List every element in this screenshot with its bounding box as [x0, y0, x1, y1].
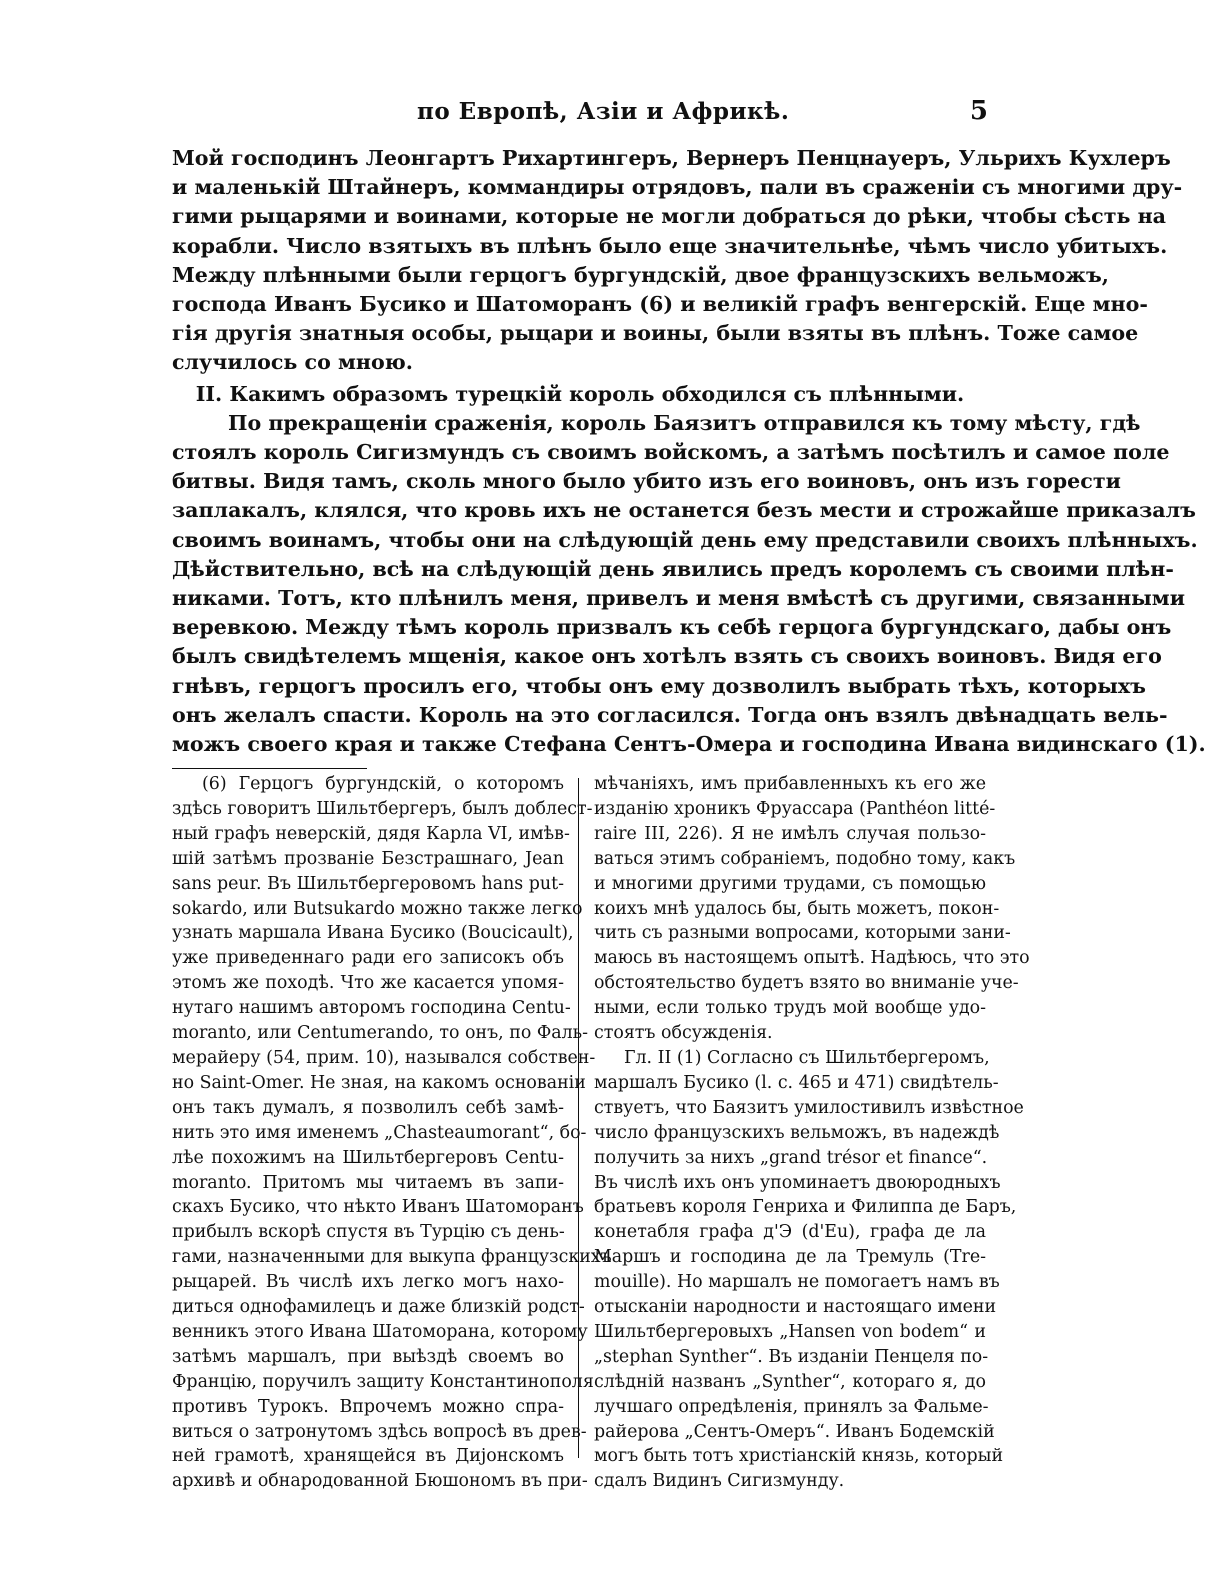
- paragraph-1: [172, 144, 1183, 378]
- footnote-line: венникъ этого Ивана Шатоморана, которому: [172, 1321, 588, 1342]
- footnote-line: raire III, 226). Я не имѣлъ случая пользо-: [594, 823, 986, 844]
- text-line: Между плѣнными были герцогъ бургундскій, двое французскихъ вельможъ,: [172, 262, 1109, 287]
- footnote-line: нутаго нашимъ авторомъ господина Centu-: [172, 998, 571, 1019]
- footnote-line: шій затѣмъ прозваніе Безстрашнаго, Jean: [172, 848, 564, 869]
- main-text: [172, 144, 1206, 759]
- footnote-line: изданію хроникъ Фруассара (Panthéon litté-: [594, 798, 996, 819]
- text-line: стоялъ король Сигизмундъ съ своимъ войскомъ, а затѣмъ посѣтилъ и самое поле: [172, 440, 1170, 465]
- footnote-line: рыцарей. Въ числѣ ихъ легко могъ нахо-: [172, 1272, 564, 1293]
- text-line: и маленькій Штайнеръ, коммандиры отрядовъ, пали въ сраженіи съ многими дру-: [172, 175, 1183, 200]
- footnote-line: sokardo, или Butsukardo можно также легко: [172, 898, 583, 919]
- footnote-line: ными, если только трудъ мой вообще удо-: [594, 998, 986, 1019]
- footnote-line: ней грамотѣ, хранящейся въ Диjонскомъ: [172, 1446, 564, 1467]
- text-line: гія другія знатныя особы, рыцари и воины, были взяты въ плѣнъ. Тоже самое: [172, 321, 1139, 346]
- text-line: можъ своего края и также Стефана Сентъ-Омера и господина Ивана видинскаго (1).: [172, 732, 1206, 757]
- text-line: случилось со мною.: [172, 350, 413, 375]
- footnote-line: коихъ мнѣ удалось бы, быть можетъ, покон-: [594, 898, 1000, 919]
- footnote-line: чить съ разными вопросами, которыми зани-: [594, 923, 1011, 944]
- footnote-line: затѣмъ маршалъ, при выѣздѣ своемъ во: [172, 1346, 564, 1367]
- text-line: былъ свидѣтелемъ мщенія, какое онъ хотѣлъ взять съ своихъ воиновъ. Видя его: [172, 644, 1162, 669]
- footnote-line: маюсь въ настоящемъ опытѣ. Надѣюсь, что это: [594, 948, 1030, 969]
- footnote-line: (6) Герцогъ бургундскій, о которомъ: [202, 774, 564, 794]
- footnote-line: Въ числѣ ихъ онъ упоминаетъ двоюродныхъ: [594, 1172, 1001, 1193]
- page-number: 5: [969, 96, 988, 126]
- footnote-line: уже приведеннаго ради его записокъ объ: [172, 948, 564, 969]
- footnote-line: лучшаго опредѣленія, принялъ за Фальме-: [594, 1396, 989, 1417]
- footnotes-right-column: [594, 772, 1030, 1494]
- footnote-line: этомъ же походѣ. Что же касается упомя-: [172, 973, 564, 994]
- footnote-line: слѣдній названъ „Synther“, котораго я, до: [594, 1371, 986, 1392]
- text-line: Мой господинъ Леонгартъ Рихартингеръ, Вернеръ Пенцнауеръ, Ульрихъ Кухлеръ: [172, 146, 1171, 170]
- footnote-line: число французскихъ вельможъ, въ надеждѣ: [594, 1122, 1000, 1143]
- footnote-line: могъ быть тотъ христіанскій князь, который: [594, 1446, 1004, 1467]
- footnote-line: получить за нихъ „grand trésor et finance“.: [594, 1147, 988, 1168]
- footnote-line: ный графъ неверскій, дядя Карла VI, имѣв-: [172, 823, 570, 844]
- footnote-line: маршалъ Бусико (l. c. 465 и 471) свидѣтель-: [594, 1072, 999, 1093]
- footnote-line: „stephan Synther“. Въ изданіи Пенцеля по-: [594, 1346, 989, 1367]
- footnote-line: Шильтбергеровыхъ „Hansen von bodem“ и: [594, 1321, 986, 1342]
- footnote-rule: [172, 768, 367, 769]
- footnote-line: скахъ Бусико, что нѣкто Иванъ Шатоморанъ: [172, 1197, 584, 1218]
- text-line: никами. Тотъ, кто плѣнилъ меня, привелъ и меня вмѣстѣ съ другими, связанными: [172, 586, 1185, 611]
- footnote-line: сдалъ Видинъ Сигизмунду.: [594, 1471, 845, 1492]
- footnotes-left-column: [172, 772, 612, 1494]
- text-line: своимъ воинамъ, чтобы они на слѣдующій день ему представили своихъ плѣнныхъ.: [172, 527, 1198, 552]
- text-line: По прекращеніи сраженія, король Баязитъ отправился къ тому мѣсту, гдѣ: [228, 410, 1141, 435]
- footnote-line: узнать маршала Ивана Бусико (Boucicault),: [172, 923, 574, 944]
- footnote-line: райерова „Сентъ-Омеръ“. Иванъ Бодемскій: [594, 1421, 995, 1442]
- footnote-line: и многими другими трудами, съ помощью: [594, 873, 986, 894]
- footnote-line: sans peur. Въ Шильтбергеровомъ hans put-: [172, 873, 564, 894]
- footnote-line: мѣчаніяхъ, имъ прибавленныхъ къ его же: [594, 774, 986, 794]
- footnote-line: Гл. II (1) Согласно съ Шильтбергеромъ,: [624, 1047, 990, 1068]
- footnote-line: стоятъ обсужденія.: [594, 1023, 773, 1044]
- footnote-line: ствуетъ, что Баязитъ умилостивилъ извѣстное: [594, 1097, 1024, 1118]
- footnote-line: moranto. Притомъ мы читаемъ въ запи-: [172, 1172, 564, 1193]
- text-line: онъ желалъ спасти. Король на это согласился. Тогда онъ взялъ двѣнадцать вель-: [172, 702, 1168, 727]
- footnote-line: архивѣ и обнародованной Бюшономъ въ при-: [172, 1471, 588, 1492]
- footnote-line: противъ Турокъ. Впрочемъ можно спра-: [172, 1396, 564, 1417]
- footnote-line: виться о затронутомъ здѣсь вопросѣ въ древ-: [172, 1421, 587, 1442]
- footnote-line: но Saint-Omer. Не зная, на какомъ основаніи: [172, 1072, 586, 1093]
- text-line: господа Иванъ Бусико и Шатоморанъ (6) и великій графъ венгерскій. Еще мно-: [172, 292, 1148, 317]
- text-line: гнѣвъ, герцогъ просилъ его, чтобы онъ ему дозволилъ выбрать тѣхъ, которыхъ: [172, 673, 1146, 698]
- footnote-line: диться однофамилецъ и даже близкій родст-: [172, 1297, 585, 1318]
- footnote-line: мерайеру (54, прим. 10), назывался собствен-: [172, 1047, 596, 1068]
- running-title: по Европѣ, Азіи и Африкѣ.: [417, 98, 790, 125]
- text-line: битвы. Видя тамъ, сколь много было убито изъ его воиновъ, онъ изъ горести: [172, 469, 1121, 494]
- chapter-heading: II. Какимъ образомъ турецкій король обходился съ плѣнными.: [195, 381, 965, 406]
- footnote-line: Францію, поручилъ защиту Константинополя: [172, 1371, 594, 1392]
- footnote-line: нить это имя именемъ „Chasteaumorant“, бо-: [172, 1122, 587, 1143]
- footnote-column-divider: [578, 778, 579, 1458]
- footnote-line: здѣсь говоритъ Шильтбергеръ, былъ доблест-: [172, 798, 593, 819]
- text-line: гими рыцарями и воинами, которые не могли добраться до рѣки, чтобы сѣсть на: [172, 204, 1167, 229]
- footnote-line: онъ такъ думалъ, я позволилъ себѣ замѣ-: [172, 1097, 564, 1118]
- text-line: заплакалъ, клялся, что кровь ихъ не останется безъ мести и строжайше приказалъ: [172, 498, 1196, 523]
- text-line: веревкою. Между тѣмъ король призвалъ къ себѣ герцога бургундскаго, дабы онъ: [172, 615, 1172, 640]
- footnote-line: прибылъ вскорѣ спустя въ Турцію съ день-: [172, 1222, 565, 1243]
- paragraph-2: [172, 409, 1206, 759]
- text-line: Дѣйствительно, всѣ на слѣдующій день явились предъ королемъ съ своими плѣн-: [172, 556, 1174, 581]
- footnote-line: moranto, или Centumerando, то онъ, по Фаль-: [172, 1023, 589, 1044]
- footnote-line: обстоятельство будетъ взято во вниманіе уче-: [594, 973, 1019, 994]
- page-header: [172, 98, 988, 132]
- text-line: корабли. Число взятыхъ въ плѣнъ было еще значительнѣе, чѣмъ число убитыхъ.: [172, 233, 1168, 258]
- footnote-line: гами, назначенными для выкупа французскихъ: [172, 1247, 612, 1268]
- footnote-line: братьевъ короля Генриха и Филиппа де Баръ,: [594, 1197, 1017, 1218]
- footnote-line: Маршъ и господина де ла Тремуль (Tre-: [594, 1247, 986, 1268]
- footnote-line: ваться этимъ собраніемъ, подобно тому, какъ: [594, 848, 1016, 869]
- footnote-line: mouille). Но маршалъ не помогаетъ намъ въ: [594, 1272, 1000, 1293]
- footnote-line: конетабля графа д'Э (d'Eu), графа де ла: [594, 1222, 986, 1243]
- footnote-line: отысканіи народности и настоящаго имени: [594, 1297, 997, 1318]
- footnote-line: лѣе похожимъ на Шильтбергеровъ Centu-: [172, 1147, 564, 1168]
